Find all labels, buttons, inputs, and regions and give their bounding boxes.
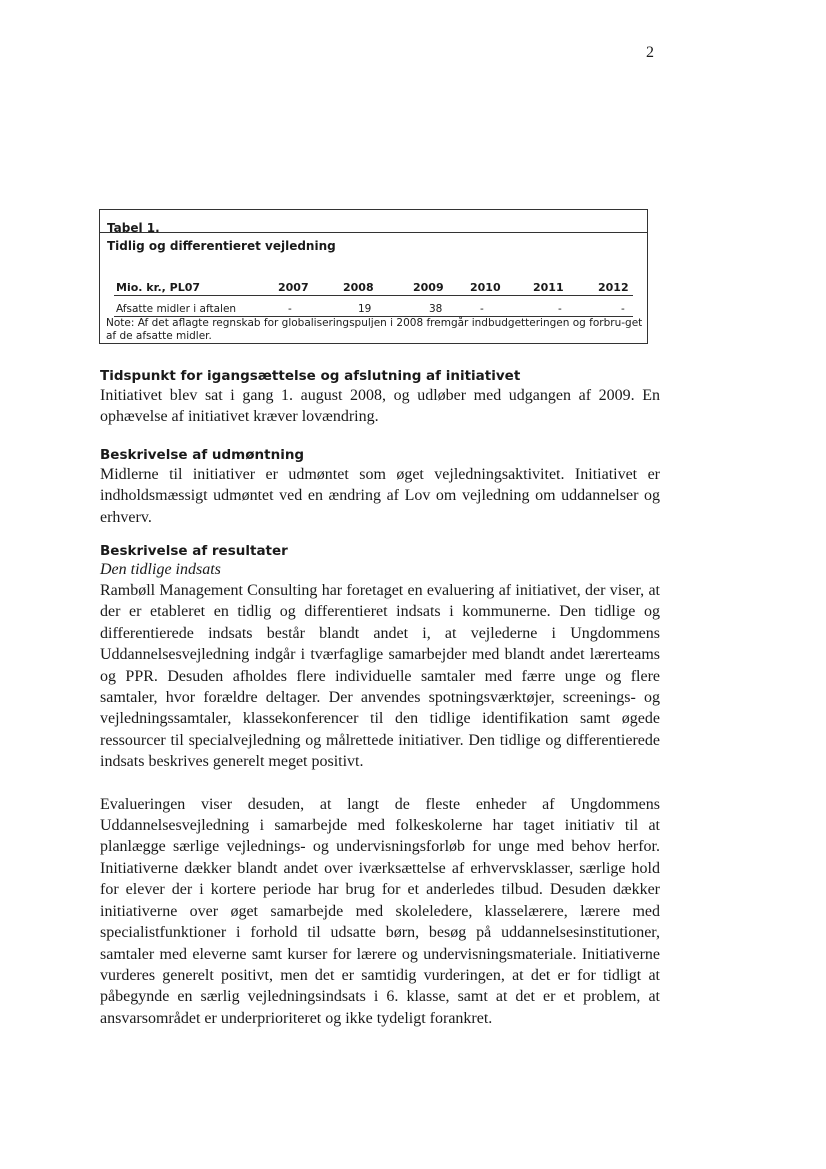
table-header-2008: 2008 [343,281,374,294]
table-title-divider [100,232,647,233]
table-row-label: Afsatte midler i aftalen [116,303,237,315]
table-cell-2007: - [288,303,292,315]
table-header-2009: 2009 [413,281,444,294]
section-heading: Beskrivelse af udmøntning [100,447,305,463]
table-header-rule [114,295,633,296]
section-paragraph: Midlerne til initiativer er udmøntet som øget vejledningsaktivitet. Initiativet er indholdsmæssigt udmøntet ved en ændring af Lov om vejledning om uddannelser og erhverv. [100,466,660,526]
table-caption: Tidlig og differentieret vejledning [107,239,336,253]
section-heading: Beskrivelse af resultater [100,543,288,559]
table-header-unit: Mio. kr., PL07 [116,281,201,294]
table-cell-2010: - [480,303,484,315]
table-cell-2008: 19 [358,303,372,315]
section-paragraph: Evalueringen viser desuden, at langt de fleste enheder af Ungdommens Uddannelsesvejledning i samarbejde med folkeskolerne har taget initiativ til at planlægge særlige vejlednings- og undervisningsforløb for unge med behov herfor. Initiativerne dækker blandt andet over iværksættelse af erhvervsklasser, særlige hold for elever der i kortere periode har brug for et anderledes tilbud. Desuden dækker initiativerne over øget samarbejde med skoleledere, klasselærere, lærere med specialistfunktioner i forhold til udsatte børn, besøg på uddannelsesinstitutioner, samtaler med eleverne samt kurser for lærere og undervisningsmateriale. Initiativerne vurderes generelt positivt, men det er samtidig vurderingen, at det er for tidligt at påbegynde en særlig vejledningsindsats i 6. klasse, samt at det er et problem, at ansvarsområdet er underprioriteret og ikke tydeligt forankret. [100,795,660,1027]
table-1 [99,209,648,344]
section-subheading: Den tidlige indsats [100,561,221,578]
table-header-2011: 2011 [533,281,564,294]
table-cell-2012: - [621,303,625,315]
table-cell-2009: 38 [429,303,443,315]
section-implementation [100,446,660,528]
section-paragraph: Rambøll Management Consulting har foretaget en evaluering af initiativet, der viser, at der er etableret en tidlig og differentieret indsats i kommunerne. Den tidlige og differentierede indsats består blandt andet i, at vejlederne i Ungdommens Uddannelsesvejledning indgår i tværfaglige samarbejder med blandt andet lærerteams og PPR. Desuden afholdes flere individuelle samtaler med færre unge og flere samtaler, hvor forældre deltager. Der anvendes spotningsværktøjer, screenings- og vejledningssamtaler, klassekonferencer til den tidlige identifikation samt øgede ressourcer til specialvejledning og målrettede initiativer. Den tidlige og differentierede indsats beskrives generelt meget positivt. [100,582,660,771]
table-cell-2011: - [558,303,562,315]
table-header-2007: 2007 [278,281,309,294]
section-timing [100,367,660,428]
table-header-2012: 2012 [598,281,629,294]
table-note: Note: Af det aflagte regnskab for globaliseringspuljen i 2008 fremgår indbudgetteringen og forbru-get af de afsatte midler. [106,317,643,342]
section-results [100,542,660,1029]
section-paragraph: Initiativet blev sat i gang 1. august 2008, og udløber med udgangen af 2009. En ophævelse af initiativet kræver lovændring. [100,387,660,426]
table-label: Tabel 1. [107,221,160,235]
table-header-2010: 2010 [470,281,501,294]
section-heading: Tidspunkt for igangsættelse og afslutning af initiativet [100,368,521,384]
table-row [100,303,647,317]
page-number: 2 [646,44,654,61]
